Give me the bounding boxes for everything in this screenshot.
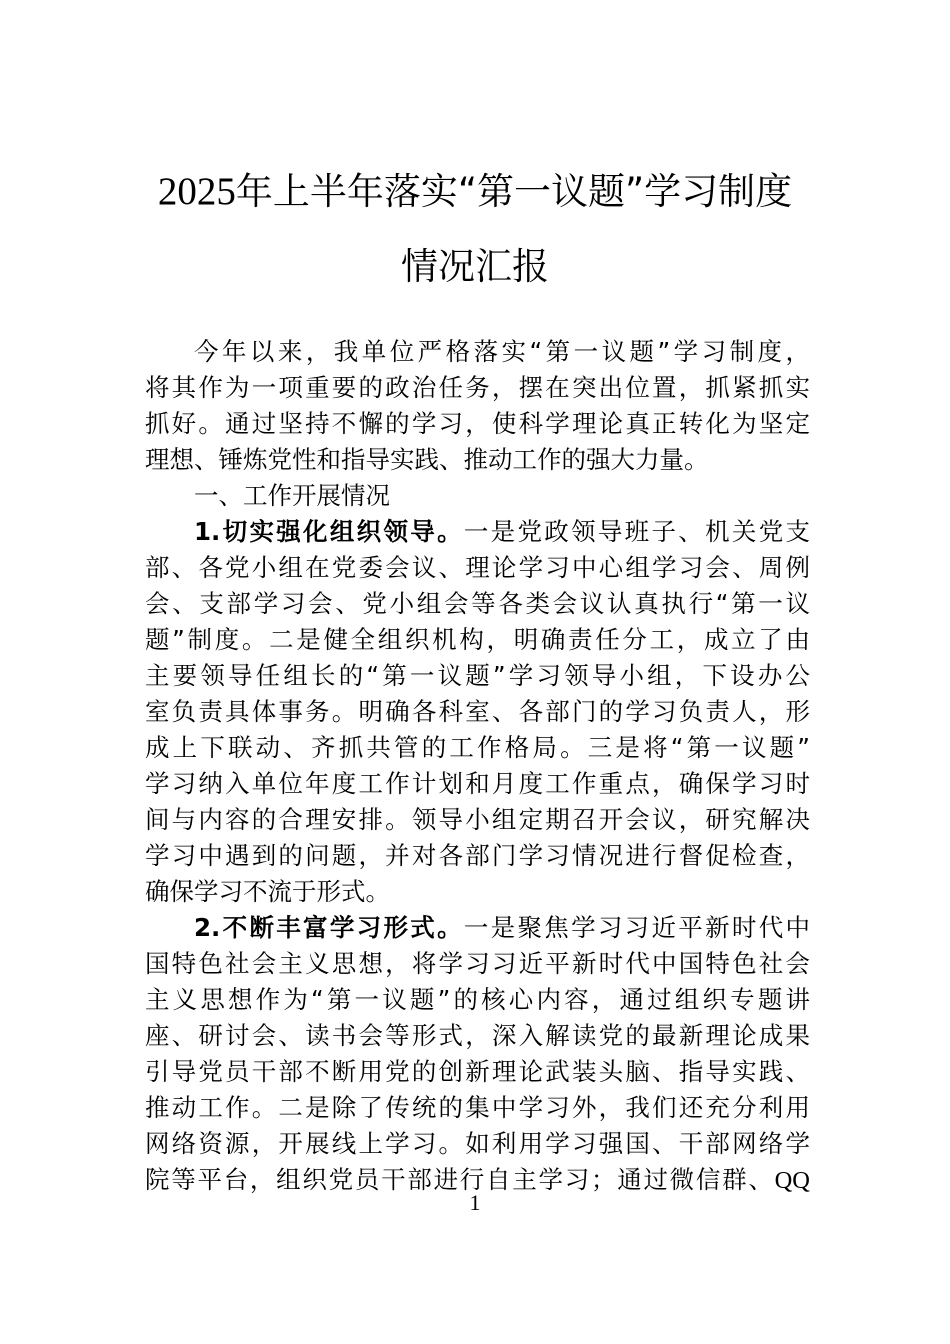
item-1-line: 成上下联动、齐抓共管的工作格局。三是将“第一议题” [145, 733, 810, 762]
item-2-line: 推动工作。二是除了传统的集中学习外，我们还充分利用 [145, 1093, 810, 1122]
item-2-lead: 2.不断丰富学习形式。 [194, 913, 464, 942]
item-2-line: 引导党员干部不断用党的创新理论武装头脑、指导实践、 [145, 1057, 810, 1086]
item-1-line: 题”制度。二是健全组织机构，明确责任分工，成立了由 [145, 625, 810, 654]
intro-paragraph-line: 抓好。通过坚持不懈的学习，使科学理论真正转化为坚定 [145, 409, 810, 438]
title-text-continued: 情况汇报 [401, 245, 549, 288]
item-2-first-line [194, 910, 810, 946]
item-1-text: 一是党政领导班子、机关党支 [463, 517, 810, 546]
item-1-lead: 1.切实强化组织领导。 [194, 517, 464, 546]
item-1-line: 部、各党小组在党委会议、理论学习中心组学习会、周例 [145, 553, 810, 582]
item-1-line: 学习纳入单位年度工作计划和月度工作重点，确保学习时 [145, 769, 810, 798]
item-1-line: 室负责具体事务。明确各科室、各部门的学习负责人，形 [145, 697, 810, 726]
item-1-line: 会、支部学习会、党小组会等各类会议认真执行“第一议 [145, 589, 810, 618]
item-2-line: 国特色社会主义思想，将学习习近平新时代中国特色社会 [145, 949, 810, 978]
item-1-first-line [194, 514, 810, 550]
item-1-line: 主要领导任组长的“第一议题”学习领导小组，下设办公 [145, 661, 810, 690]
document-title-line-2 [0, 245, 950, 289]
section-heading: 一、工作开展情况 [194, 481, 390, 510]
item-2-line: 座、研讨会、读书会等形式，深入解读党的最新理论成果 [145, 1021, 810, 1050]
item-1-line: 间与内容的合理安排。领导小组定期召开会议，研究解决 [145, 805, 810, 834]
intro-paragraph-line: 将其作为一项重要的政治任务，摆在突出位置，抓紧抓实 [145, 373, 810, 402]
item-1-line: 确保学习不流于形式。 [145, 877, 390, 906]
item-2-text-latin: QQ [774, 1167, 810, 1194]
page-number: 1 [469, 1190, 481, 1215]
intro-paragraph-line: 理想、锤炼党性和指导实践、推动工作的强大力量。 [145, 445, 709, 474]
title-text: 年上半年落实“第一议题”学习制度 [235, 170, 793, 213]
item-1-line: 学习中遇到的问题，并对各部门学习情况进行督促检查， [145, 841, 810, 870]
title-year: 2025 [157, 170, 236, 213]
intro-paragraph-line: 今年以来，我单位严格落实“第一议题”学习制度， [194, 337, 810, 366]
document-title-line-1 [0, 170, 950, 214]
item-2-line: 主义思想作为“第一议题”的核心内容，通过组织专题讲 [145, 985, 810, 1014]
item-2-text: 院等平台，组织党员干部进行自主学习；通过微信群、 [145, 1165, 775, 1194]
item-2-text: 一是聚焦学习习近平新时代中 [463, 913, 810, 942]
item-2-line: 网络资源，开展线上学习。如利用学习强国、干部网络学 [145, 1129, 810, 1158]
